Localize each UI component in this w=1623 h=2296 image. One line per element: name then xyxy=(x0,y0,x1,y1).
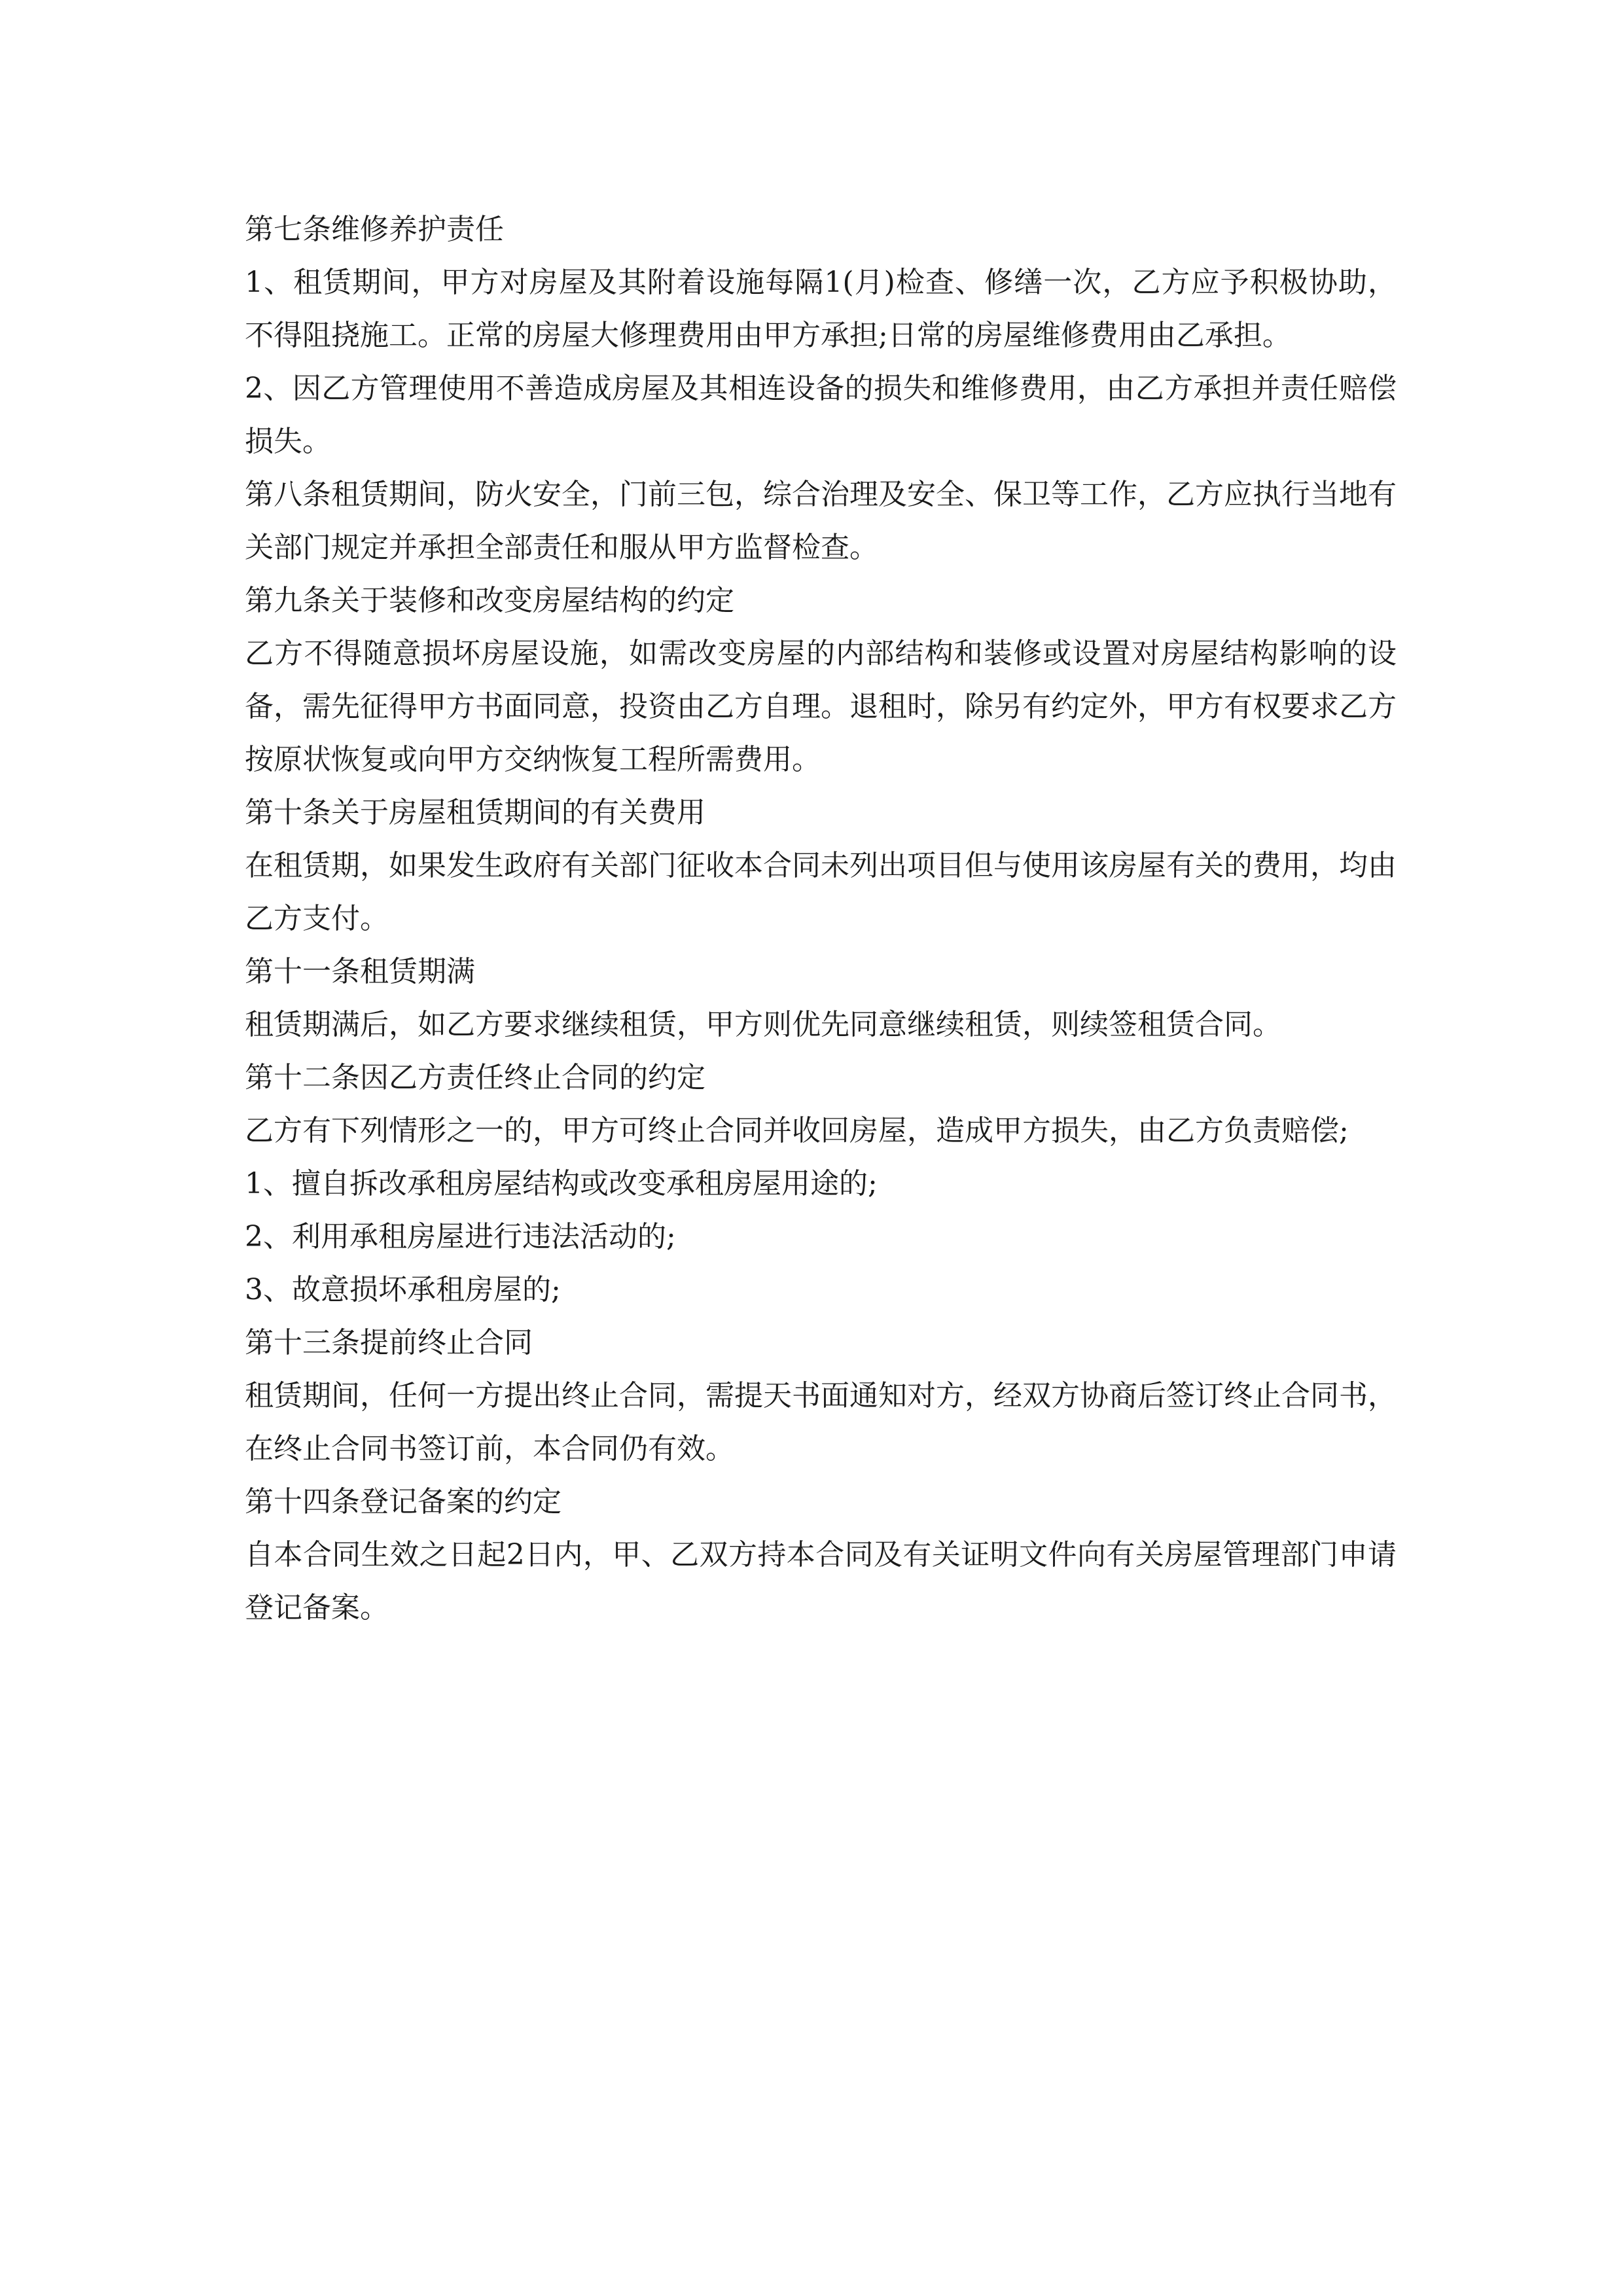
heading-article-11: 第十一条租赁期满 xyxy=(245,955,475,988)
paragraph: 乙方不得随意损坏房屋设施，如需改变房屋的内部结构和装修或设置对房屋结构影响的设备，需先征得甲方书面同意，投资由乙方自理。退租时，除另有约定外，甲方有权要求乙方按原状恢复或向甲方交纳恢复工程所需费用。 xyxy=(245,637,1397,776)
paragraph: 乙方有下列情形之一的，甲方可终止合同并收回房屋，造成甲方损失，由乙方负责赔偿; xyxy=(245,1114,1349,1147)
heading-article-10: 第十条关于房屋租赁期间的有关费用 xyxy=(245,796,705,829)
heading-article-9: 第九条关于装修和改变房屋结构的约定 xyxy=(245,584,734,617)
paragraph-article-8: 第八条租赁期间，防火安全，门前三包，综合治理及安全、保卫等工作，乙方应执行当地有关部门规定并承担全部责任和服从甲方监督检查。 xyxy=(245,478,1397,564)
paragraph: 自本合同生效之日起2日内，甲、乙双方持本合同及有关证明文件向有关房屋管理部门申请登记备案。 xyxy=(245,1538,1397,1624)
heading-article-13: 第十三条提前终止合同 xyxy=(245,1326,533,1359)
heading-article-7: 第七条维修养护责任 xyxy=(245,213,504,246)
list-item: 1、擅自拆改承租房屋结构或改变承租房屋用途的; xyxy=(245,1167,878,1200)
paragraph: 2、因乙方管理使用不善造成房屋及其相连设备的损失和维修费用，由乙方承担并责任赔偿损失。 xyxy=(245,372,1397,458)
heading-article-14: 第十四条登记备案的约定 xyxy=(245,1485,562,1518)
heading-article-12: 第十二条因乙方责任终止合同的约定 xyxy=(245,1061,705,1094)
paragraph: 租赁期满后，如乙方要求继续租赁，甲方则优先同意继续租赁，则续签租赁合同。 xyxy=(245,1008,1281,1041)
paragraph: 1、租赁期间，甲方对房屋及其附着设施每隔1(月)检查、修缮一次，乙方应予积极协助，不得阻挠施工。正常的房屋大修理费用由甲方承担;日常的房屋维修费用由乙承担。 xyxy=(245,266,1397,352)
paragraph: 在租赁期，如果发生政府有关部门征收本合同未列出项目但与使用该房屋有关的费用，均由乙方支付。 xyxy=(245,849,1397,935)
list-item: 3、故意损坏承租房屋的; xyxy=(245,1273,561,1306)
document-body xyxy=(245,203,1397,1634)
paragraph: 租赁期间，任何一方提出终止合同，需提天书面通知对方，经双方协商后签订终止合同书，在终止合同书签订前，本合同仍有效。 xyxy=(245,1379,1397,1465)
list-item: 2、利用承租房屋进行违法活动的; xyxy=(245,1220,676,1253)
